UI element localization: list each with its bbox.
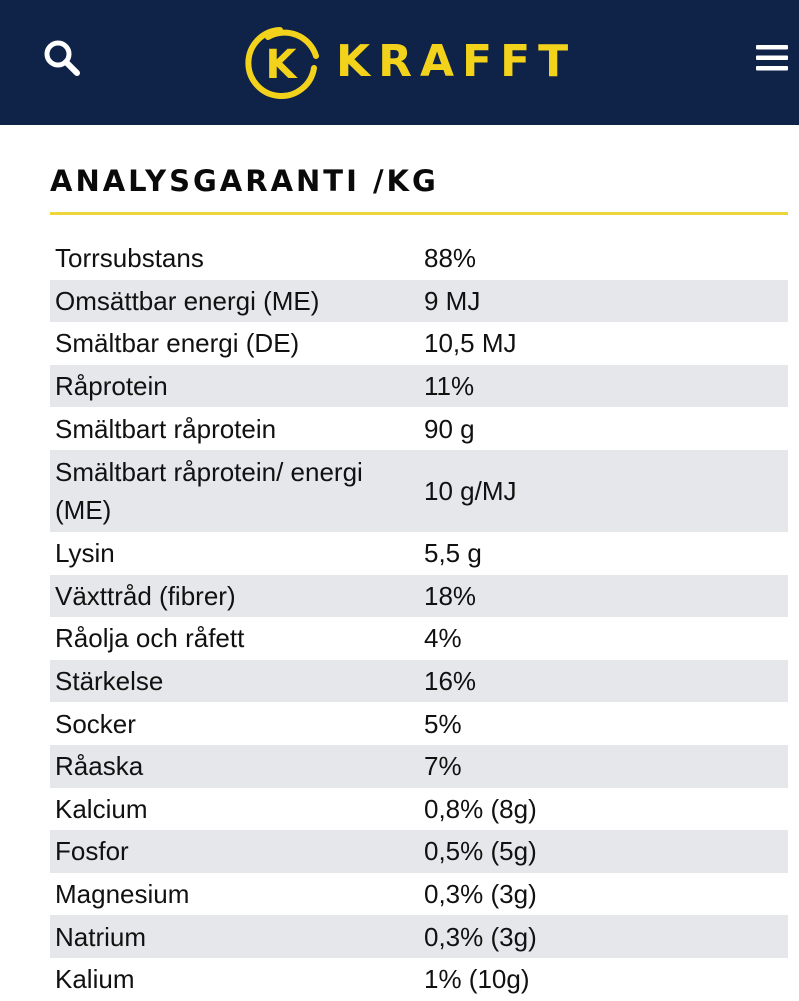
table-row bbox=[50, 830, 788, 873]
table-row bbox=[50, 745, 788, 788]
row-value: 0,8% (8g) bbox=[424, 793, 537, 824]
table-row bbox=[50, 660, 788, 703]
row-value: 0,5% (5g) bbox=[424, 836, 537, 867]
row-value: 10 g/MJ bbox=[424, 475, 517, 506]
row-label: Torrsubstans bbox=[55, 243, 204, 274]
table-row bbox=[50, 788, 788, 831]
section-title: ANALYSGARANTI /KG bbox=[50, 164, 439, 198]
search-icon bbox=[40, 36, 84, 80]
row-value: 5% bbox=[424, 708, 462, 739]
row-value: 0,3% (3g) bbox=[424, 921, 537, 952]
row-label: Kalcium bbox=[55, 793, 148, 824]
brand-name: KRAFFT bbox=[336, 36, 577, 87]
row-label: Socker bbox=[55, 708, 136, 739]
krafft-logo[interactable] bbox=[240, 22, 605, 102]
row-label: Smältbart råprotein bbox=[55, 413, 277, 444]
row-label: Omsättbar energi (ME) bbox=[55, 285, 320, 316]
table-row bbox=[50, 575, 788, 618]
row-label: Kalium bbox=[55, 964, 135, 995]
title-divider bbox=[50, 212, 788, 215]
top-navigation-bar bbox=[0, 0, 799, 125]
row-value: 16% bbox=[424, 666, 477, 697]
table-row bbox=[50, 958, 788, 1001]
table-row bbox=[50, 237, 788, 280]
row-value: 11% bbox=[424, 371, 475, 402]
row-label: Växttråd (fibrer) bbox=[55, 580, 236, 611]
row-value: 9 MJ bbox=[424, 285, 481, 316]
row-label: Natrium bbox=[55, 921, 147, 952]
row-value: 88% bbox=[424, 243, 477, 274]
table-row bbox=[50, 617, 788, 660]
row-label: Smältbart råprotein/ energi (ME) bbox=[55, 456, 363, 525]
analysis-table bbox=[50, 237, 788, 1001]
table-row bbox=[50, 407, 788, 450]
row-label: Råaska bbox=[55, 751, 144, 782]
row-value: 90 g bbox=[424, 413, 475, 444]
row-label: Fosfor bbox=[55, 836, 129, 867]
table-row bbox=[50, 873, 788, 916]
search-button[interactable] bbox=[40, 36, 84, 80]
row-label: Magnesium bbox=[55, 879, 190, 910]
analysis-table-body bbox=[50, 237, 788, 1001]
row-value: 5,5 g bbox=[424, 538, 482, 569]
row-value: 4% bbox=[424, 623, 462, 654]
logo-letter: K bbox=[265, 42, 297, 88]
table-row bbox=[50, 322, 788, 365]
row-label: Lysin bbox=[55, 538, 115, 569]
table-row bbox=[50, 702, 788, 745]
row-label: Råprotein bbox=[55, 371, 168, 402]
table-row bbox=[50, 915, 788, 958]
row-value: 0,3% (3g) bbox=[424, 879, 537, 910]
row-value: 18% bbox=[424, 580, 477, 611]
table-row bbox=[50, 450, 788, 532]
table-row bbox=[50, 532, 788, 575]
row-value: 10,5 MJ bbox=[424, 328, 517, 359]
row-label: Smältbar energi (DE) bbox=[55, 328, 300, 359]
row-value: 7% bbox=[424, 751, 462, 782]
hamburger-menu-icon bbox=[752, 40, 792, 76]
table-row bbox=[50, 365, 788, 408]
row-label: Stärkelse bbox=[55, 666, 164, 697]
row-value: 1% (10g) bbox=[424, 964, 530, 995]
main-content bbox=[0, 163, 799, 1001]
row-label: Råolja och råfett bbox=[55, 623, 245, 654]
table-row bbox=[50, 280, 788, 323]
menu-button[interactable] bbox=[752, 40, 792, 76]
logo-k-emblem bbox=[240, 22, 324, 102]
